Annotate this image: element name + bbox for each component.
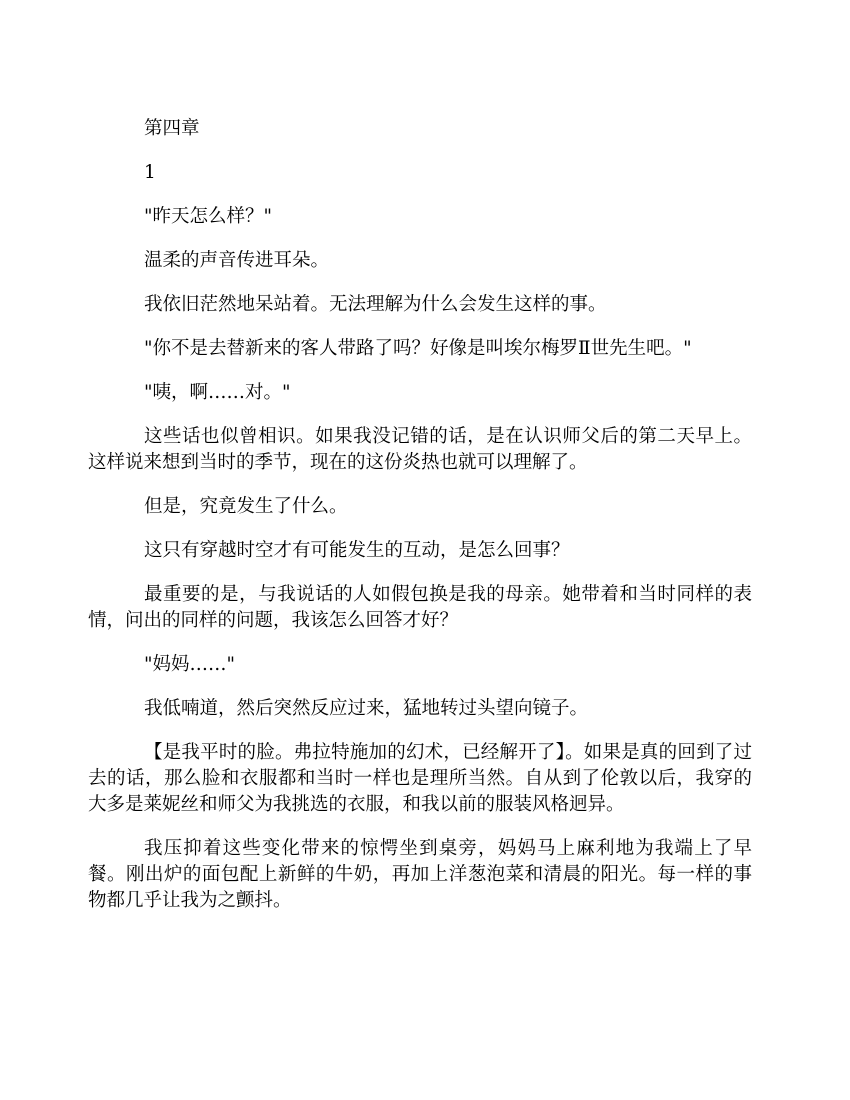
paragraph: "你不是去替新来的客人带路了吗？好像是叫埃尔梅罗Ⅱ世先生吧。" bbox=[144, 338, 692, 359]
document-page bbox=[88, 116, 752, 932]
paragraph: "昨天怎么样？" bbox=[144, 206, 273, 227]
paragraph: 我低喃道，然后突然反应过来，猛地转过头望向镜子。 bbox=[144, 698, 589, 719]
paragraph: 这只有穿越时空才有可能发生的互动，是怎么回事？ bbox=[144, 540, 570, 561]
paragraph: "妈妈……" bbox=[144, 654, 236, 675]
paragraph: 温柔的声音传进耳朵。 bbox=[144, 250, 330, 271]
chapter-title: 第四章 bbox=[144, 118, 200, 139]
paragraph: "咦，啊……对。" bbox=[144, 382, 291, 403]
paragraph: 最重要的是，与我说话的人如假包换是我的母亲。她带着和当时同样的表情，问出的同样的问题，我该怎么回答才好？ bbox=[88, 584, 752, 631]
paragraph: 【是我平时的脸。弗拉特施加的幻术，已经解开了】。如果是真的回到了过去的话，那么脸和衣服都和当时一样也是理所当然。自从到了伦敦以后，我穿的大多是莱妮丝和师父为我挑选的衣服，和我以前的服装风格迥异。 bbox=[88, 742, 752, 815]
paragraph: 我依旧茫然地呆站着。无法理解为什么会发生这样的事。 bbox=[144, 294, 607, 315]
paragraph: 我压抑着这些变化带来的惊愕坐到桌旁，妈妈马上麻利地为我端上了早餐。刚出炉的面包配上新鲜的牛奶，再加上洋葱泡菜和清晨的阳光。每一样的事物都几乎让我为之颤抖。 bbox=[88, 838, 752, 911]
paragraph: 但是，究竟发生了什么。 bbox=[144, 496, 348, 517]
section-number: 1 bbox=[144, 162, 156, 183]
paragraph: 这些话也似曾相识。如果我没记错的话，是在认识师父后的第二天早上。这样说来想到当时的季节，现在的这份炎热也就可以理解了。 bbox=[88, 426, 752, 473]
